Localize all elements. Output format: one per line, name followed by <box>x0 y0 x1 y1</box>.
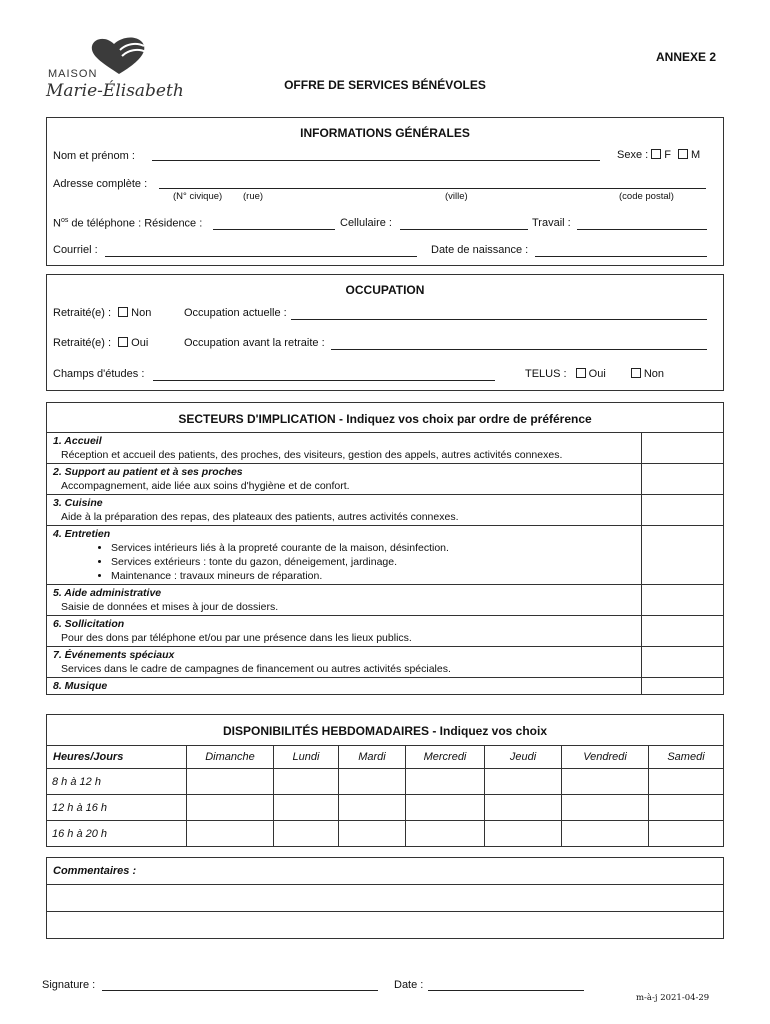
slot-label: 12 h à 16 h <box>47 795 187 821</box>
slot-cell[interactable] <box>485 769 562 795</box>
phone-residence-label <box>53 217 202 230</box>
sectors-table <box>46 432 724 695</box>
sector-cell <box>47 647 642 678</box>
sex-f-label: F <box>664 149 671 161</box>
sectors-title-box <box>46 402 724 433</box>
sector-title: 2. Support au patient et à ses proches <box>53 466 243 478</box>
slot-cell[interactable] <box>187 769 274 795</box>
sector-choice-1[interactable] <box>642 433 724 464</box>
slot-cell[interactable] <box>562 769 649 795</box>
slot-cell[interactable] <box>274 821 339 847</box>
current-occupation-label: Occupation actuelle : <box>184 307 287 319</box>
slot-cell[interactable] <box>187 795 274 821</box>
list-item: • Maintenance : travaux mineurs de réparation. <box>111 569 636 583</box>
corner-header: Heures/Jours <box>47 746 187 769</box>
day-header: Jeudi <box>485 746 562 769</box>
birth-label: Date de naissance : <box>431 244 529 256</box>
day-header: Vendredi <box>562 746 649 769</box>
name-label: Nom et prénom : <box>53 150 135 162</box>
sector-row-musique <box>47 678 724 695</box>
annex-label: ANNEXE 2 <box>656 50 717 64</box>
address-label: Adresse complète : <box>53 178 148 190</box>
email-field[interactable] <box>105 256 417 257</box>
list-item: • Services extérieurs : tonte du gazon, déneigement, jardinage. <box>111 555 636 569</box>
retired-no-checkbox[interactable] <box>118 307 128 317</box>
sector-desc: Réception et accueil des patients, des proches, des visiteurs, gestion des appels, autres activités connexes. <box>61 449 563 461</box>
slot-label: 16 h à 20 h <box>47 821 187 847</box>
slot-cell[interactable] <box>339 769 406 795</box>
day-header: Mardi <box>339 746 406 769</box>
retired-label: Retraité(e) : <box>53 307 112 319</box>
entretien-list <box>53 541 636 583</box>
sector-choice-2[interactable] <box>642 464 724 495</box>
sector-title: 1. Accueil <box>53 435 102 447</box>
occupation-title: OCCUPATION <box>345 283 425 297</box>
phone-sup: os <box>60 217 69 224</box>
slot-cell[interactable] <box>274 769 339 795</box>
slot-cell[interactable] <box>406 795 485 821</box>
logo-maison: MAISON <box>48 68 98 80</box>
sector-desc: Aide à la préparation des repas, des plateaux des patients, autres activités connexes. <box>61 511 459 523</box>
telus-no-checkbox[interactable] <box>631 368 641 378</box>
sector-desc: Saisie de données et mises à jour de dossiers. <box>61 601 279 613</box>
slot-cell[interactable] <box>485 821 562 847</box>
retired-yes-checkbox[interactable] <box>118 337 128 347</box>
telus-yes-label: Oui <box>588 368 606 380</box>
sector-desc: Accompagnement, aide liée aux soins d'hygiène et de confort. <box>61 480 350 492</box>
sector-row-support <box>47 464 724 495</box>
cell-field[interactable] <box>400 229 528 230</box>
sector-title: 7. Événements spéciaux <box>53 649 175 661</box>
signature-label: Signature : <box>42 979 96 991</box>
day-header: Lundi <box>274 746 339 769</box>
telus-label: TELUS : <box>525 368 567 380</box>
general-info-section <box>46 117 724 266</box>
slot-cell[interactable] <box>406 821 485 847</box>
sector-row-admin <box>47 585 724 616</box>
sector-choice-7[interactable] <box>642 647 724 678</box>
sector-desc: Pour des dons par téléphone et/ou par une présence dans les lieux publics. <box>61 632 412 644</box>
sex-group <box>617 149 700 161</box>
availability-title: DISPONIBILITÉS HEBDOMADAIRES - Indiquez vos choix <box>222 724 548 738</box>
slot-cell[interactable] <box>649 821 724 847</box>
availability-title-box <box>46 714 724 746</box>
slot-cell[interactable] <box>562 821 649 847</box>
page-title: OFFRE DE SERVICES BÉNÉVOLES <box>284 78 486 92</box>
slot-cell[interactable] <box>485 795 562 821</box>
sector-cell <box>47 433 642 464</box>
name-field[interactable] <box>152 160 600 161</box>
before-retirement-field[interactable] <box>331 349 707 350</box>
telus-no-label: Non <box>643 368 665 380</box>
sector-row-accueil <box>47 433 724 464</box>
sector-cell <box>47 678 642 695</box>
availability-header-row <box>47 746 724 769</box>
sector-title: 3. Cuisine <box>53 497 103 509</box>
work-label: Travail : <box>532 217 571 229</box>
comments-title: Commentaires : <box>47 858 724 885</box>
retired-no-label: Non <box>131 307 152 319</box>
slot-cell[interactable] <box>649 795 724 821</box>
sector-row-sollicitation <box>47 616 724 647</box>
availability-row <box>47 821 724 847</box>
general-info-title: INFORMATIONS GÉNÉRALES <box>300 126 470 140</box>
occupation-section <box>46 274 724 391</box>
retired-yes-label: Oui <box>131 337 149 349</box>
sector-cell <box>47 585 642 616</box>
availability-row <box>47 795 724 821</box>
date-label: Date : <box>394 979 424 991</box>
slot-label: 8 h à 12 h <box>47 769 187 795</box>
retired-yes-group <box>53 337 148 349</box>
sector-row-entretien <box>47 526 724 585</box>
slot-cell[interactable] <box>187 821 274 847</box>
sector-row-events <box>47 647 724 678</box>
addr-street-label: (rue) <box>243 191 264 202</box>
logo-name: Marie-Élisabeth <box>46 81 184 101</box>
studies-label: Champs d'études : <box>53 368 145 380</box>
revision-date: m-à-j 2021-04-29 <box>636 993 710 1003</box>
current-occupation-field[interactable] <box>291 319 707 320</box>
retired-label-2: Retraité(e) : <box>53 337 112 349</box>
addr-postal-label: (code postal) <box>619 191 674 202</box>
retired-no-group <box>53 307 151 319</box>
availability-table <box>46 745 724 847</box>
sector-choice-3[interactable] <box>642 495 724 526</box>
slot-cell[interactable] <box>339 821 406 847</box>
cell-label: Cellulaire : <box>340 217 392 229</box>
day-header: Samedi <box>649 746 724 769</box>
address-field[interactable] <box>159 188 706 189</box>
phone-residence-field[interactable] <box>213 229 335 230</box>
before-retirement-label: Occupation avant la retraite : <box>184 337 325 349</box>
sector-cell <box>47 616 642 647</box>
telus-group <box>525 368 664 380</box>
email-label: Courriel : <box>53 244 98 256</box>
slot-cell[interactable] <box>274 795 339 821</box>
sector-cell <box>47 495 642 526</box>
phone-residence-text: de téléphone : Résidence : <box>68 217 203 230</box>
addr-city-label: (ville) <box>445 191 468 202</box>
day-header: Mercredi <box>406 746 485 769</box>
sex-label: Sexe : <box>617 149 649 161</box>
comments-table <box>46 857 724 939</box>
sex-f-checkbox[interactable] <box>651 149 661 159</box>
work-field[interactable] <box>577 229 707 230</box>
sector-title: 4. Entretien <box>53 528 111 540</box>
sector-title: 6. Sollicitation <box>53 618 125 630</box>
comments-line[interactable] <box>47 912 724 939</box>
sector-choice-4[interactable] <box>642 526 724 585</box>
sector-cell <box>47 526 642 585</box>
phone-prefix: N <box>53 217 61 230</box>
sector-choice-6[interactable] <box>642 616 724 647</box>
slot-cell[interactable] <box>339 795 406 821</box>
date-field[interactable] <box>428 990 584 991</box>
sectors-title: SECTEURS D'IMPLICATION - Indiquez vos choix par ordre de préférence <box>178 412 592 426</box>
sex-m-checkbox[interactable] <box>678 149 688 159</box>
logo <box>44 36 184 106</box>
sector-desc: Services dans le cadre de campagnes de financement ou autres activités spéciales. <box>61 663 451 675</box>
slot-cell[interactable] <box>562 795 649 821</box>
sector-choice-5[interactable] <box>642 585 724 616</box>
sector-cell <box>47 464 642 495</box>
slot-cell[interactable] <box>649 769 724 795</box>
sector-title: 5. Aide administrative <box>53 587 162 599</box>
comments-line[interactable] <box>47 885 724 912</box>
availability-row <box>47 769 724 795</box>
sex-m-label: M <box>691 149 701 161</box>
day-header: Dimanche <box>187 746 274 769</box>
sector-row-cuisine <box>47 495 724 526</box>
birth-field[interactable] <box>535 256 707 257</box>
slot-cell[interactable] <box>406 769 485 795</box>
addr-civic-label: (N° civique) <box>173 191 223 202</box>
telus-yes-checkbox[interactable] <box>576 368 586 378</box>
studies-field[interactable] <box>153 380 495 381</box>
sector-choice-8[interactable] <box>642 678 724 695</box>
sector-title: 8. Musique <box>53 680 108 692</box>
signature-field[interactable] <box>102 990 378 991</box>
list-item: • Services intérieurs liés à la propreté courante de la maison, désinfection. <box>111 541 636 555</box>
